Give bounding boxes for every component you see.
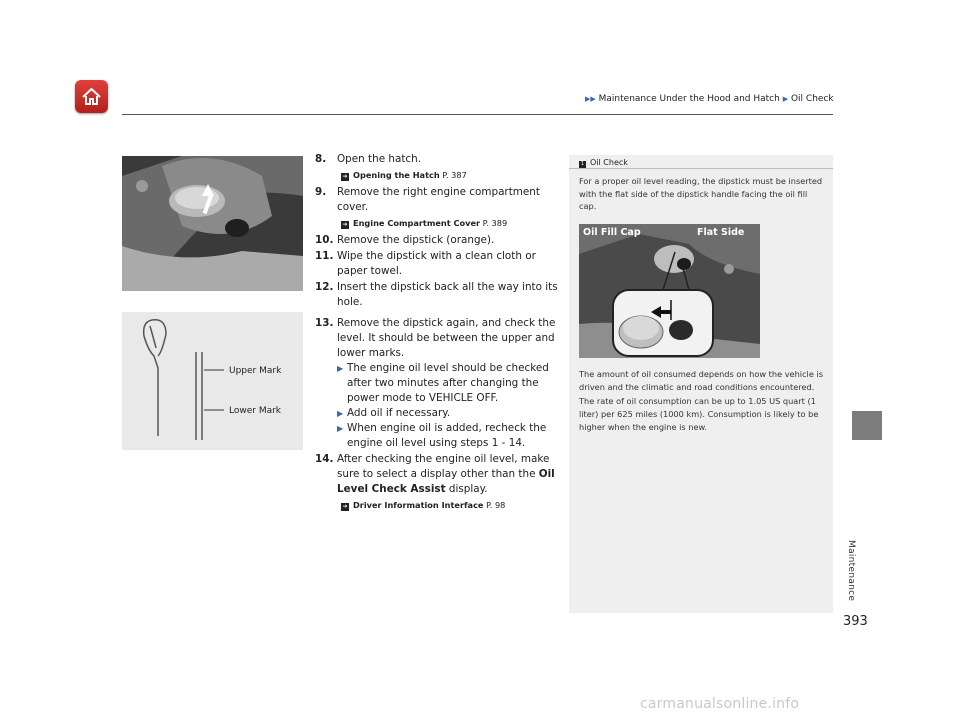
step-11 bbox=[315, 249, 560, 279]
note-title bbox=[579, 158, 628, 168]
note-arrow-icon: ▶ bbox=[337, 364, 344, 373]
breadcrumb-current: Oil Check bbox=[790, 94, 834, 104]
breadcrumb-arrow-icon: ▶ bbox=[782, 95, 789, 103]
note-paragraph: For a proper oil level reading, the dipstick must be inserted with the flat side of the dipstick handle facing the oil fill cap. bbox=[579, 176, 823, 212]
step-13 bbox=[315, 316, 560, 451]
step-text: Insert the dipstick back all the way into its hole. bbox=[337, 281, 558, 308]
note-arrow-icon: ▶ bbox=[337, 409, 344, 418]
step-8 bbox=[315, 152, 560, 183]
note-paragraph: The amount of oil consumed depends on how the vehicle is driven and the climatic and road conditions encountered. The rate of oil consumption can be up to 1.05 US quart (1 liter) per 625 miles (1000 km). Consumption is likely to be higher when the engine is new. bbox=[579, 369, 824, 433]
reference-title[interactable]: Driver Information Interface bbox=[353, 500, 484, 510]
step-10 bbox=[315, 233, 560, 248]
sub-note-text: Add oil if necessary. bbox=[347, 407, 451, 419]
watermark: carmanualsonline.info bbox=[640, 696, 800, 712]
step-number: 12. bbox=[315, 281, 334, 293]
step-number: 9. bbox=[315, 186, 327, 198]
hatch-engine-photo bbox=[122, 156, 303, 291]
note-title-text: Oil Check bbox=[590, 158, 628, 167]
sub-note bbox=[337, 361, 560, 406]
reference-arrow-icon: ➔ bbox=[342, 221, 348, 228]
reference-title[interactable]: Opening the Hatch bbox=[353, 170, 440, 180]
sub-note bbox=[337, 406, 560, 421]
home-icon bbox=[80, 85, 103, 108]
step-number: 8. bbox=[315, 153, 327, 165]
sub-note bbox=[337, 421, 560, 451]
page-number: 393 bbox=[843, 614, 868, 629]
reference-arrow-icon: ➔ bbox=[342, 503, 348, 510]
cross-reference[interactable] bbox=[341, 498, 560, 513]
sub-note-text: The engine oil level should be checked after two minutes after changing the power mode to VEHICLE OFF. bbox=[347, 362, 549, 404]
reference-title[interactable]: Engine Compartment Cover bbox=[353, 218, 481, 228]
note-arrow-icon: ▶ bbox=[337, 424, 344, 433]
chapter-tab-marker[interactable] bbox=[852, 411, 882, 440]
oil-fill-cap-label: Oil Fill Cap bbox=[583, 227, 641, 238]
sub-note-text: When engine oil is added, recheck the engine oil level using steps 1 - 14. bbox=[347, 422, 547, 449]
reference-page: P. 387 bbox=[442, 170, 467, 180]
home-button[interactable] bbox=[75, 80, 108, 113]
step-number: 13. bbox=[315, 317, 334, 329]
lower-mark-label: Lower Mark bbox=[229, 406, 282, 416]
step-9 bbox=[315, 185, 560, 231]
reference-page: P. 98 bbox=[486, 500, 506, 510]
procedure-steps bbox=[315, 152, 560, 515]
oil-fill-cap-photo bbox=[579, 224, 760, 358]
reference-arrow-icon: ➔ bbox=[342, 173, 348, 180]
display-name: Oil Level Check Assist bbox=[337, 468, 555, 495]
cross-reference[interactable] bbox=[341, 168, 560, 183]
step-number: 14. bbox=[315, 453, 334, 465]
step-text: Open the hatch. bbox=[337, 153, 422, 165]
breadcrumb-arrow-icon: ▶▶ bbox=[585, 95, 596, 103]
step-text: Remove the right engine compartment cover. bbox=[337, 186, 540, 213]
chapter-label: Maintenance bbox=[846, 540, 856, 602]
reference-page: P. 389 bbox=[482, 218, 508, 228]
breadcrumb bbox=[585, 94, 834, 104]
step-number: 10. bbox=[315, 234, 334, 246]
flat-side-label: Flat Side bbox=[697, 227, 745, 238]
step-number: 11. bbox=[315, 250, 334, 262]
cross-reference[interactable] bbox=[341, 216, 560, 231]
note-marker-icon: 1 bbox=[580, 161, 585, 167]
step-text: Remove the dipstick (orange). bbox=[337, 234, 495, 246]
step-12 bbox=[315, 280, 560, 310]
note-divider bbox=[569, 168, 833, 169]
upper-mark-label: Upper Mark bbox=[229, 366, 282, 376]
dipstick-illustration bbox=[122, 312, 303, 450]
step-text: After checking the engine oil level, make sure to select a display other than the Oil Level Check Assist display. bbox=[337, 453, 555, 495]
step-text: Wipe the dipstick with a clean cloth or paper towel. bbox=[337, 250, 536, 277]
step-14 bbox=[315, 452, 560, 513]
step-text: Remove the dipstick again, and check the level. It should be between the upper and lower marks. bbox=[337, 317, 556, 359]
header-divider bbox=[122, 114, 833, 115]
breadcrumb-section-link[interactable]: Maintenance Under the Hood and Hatch bbox=[598, 94, 780, 104]
